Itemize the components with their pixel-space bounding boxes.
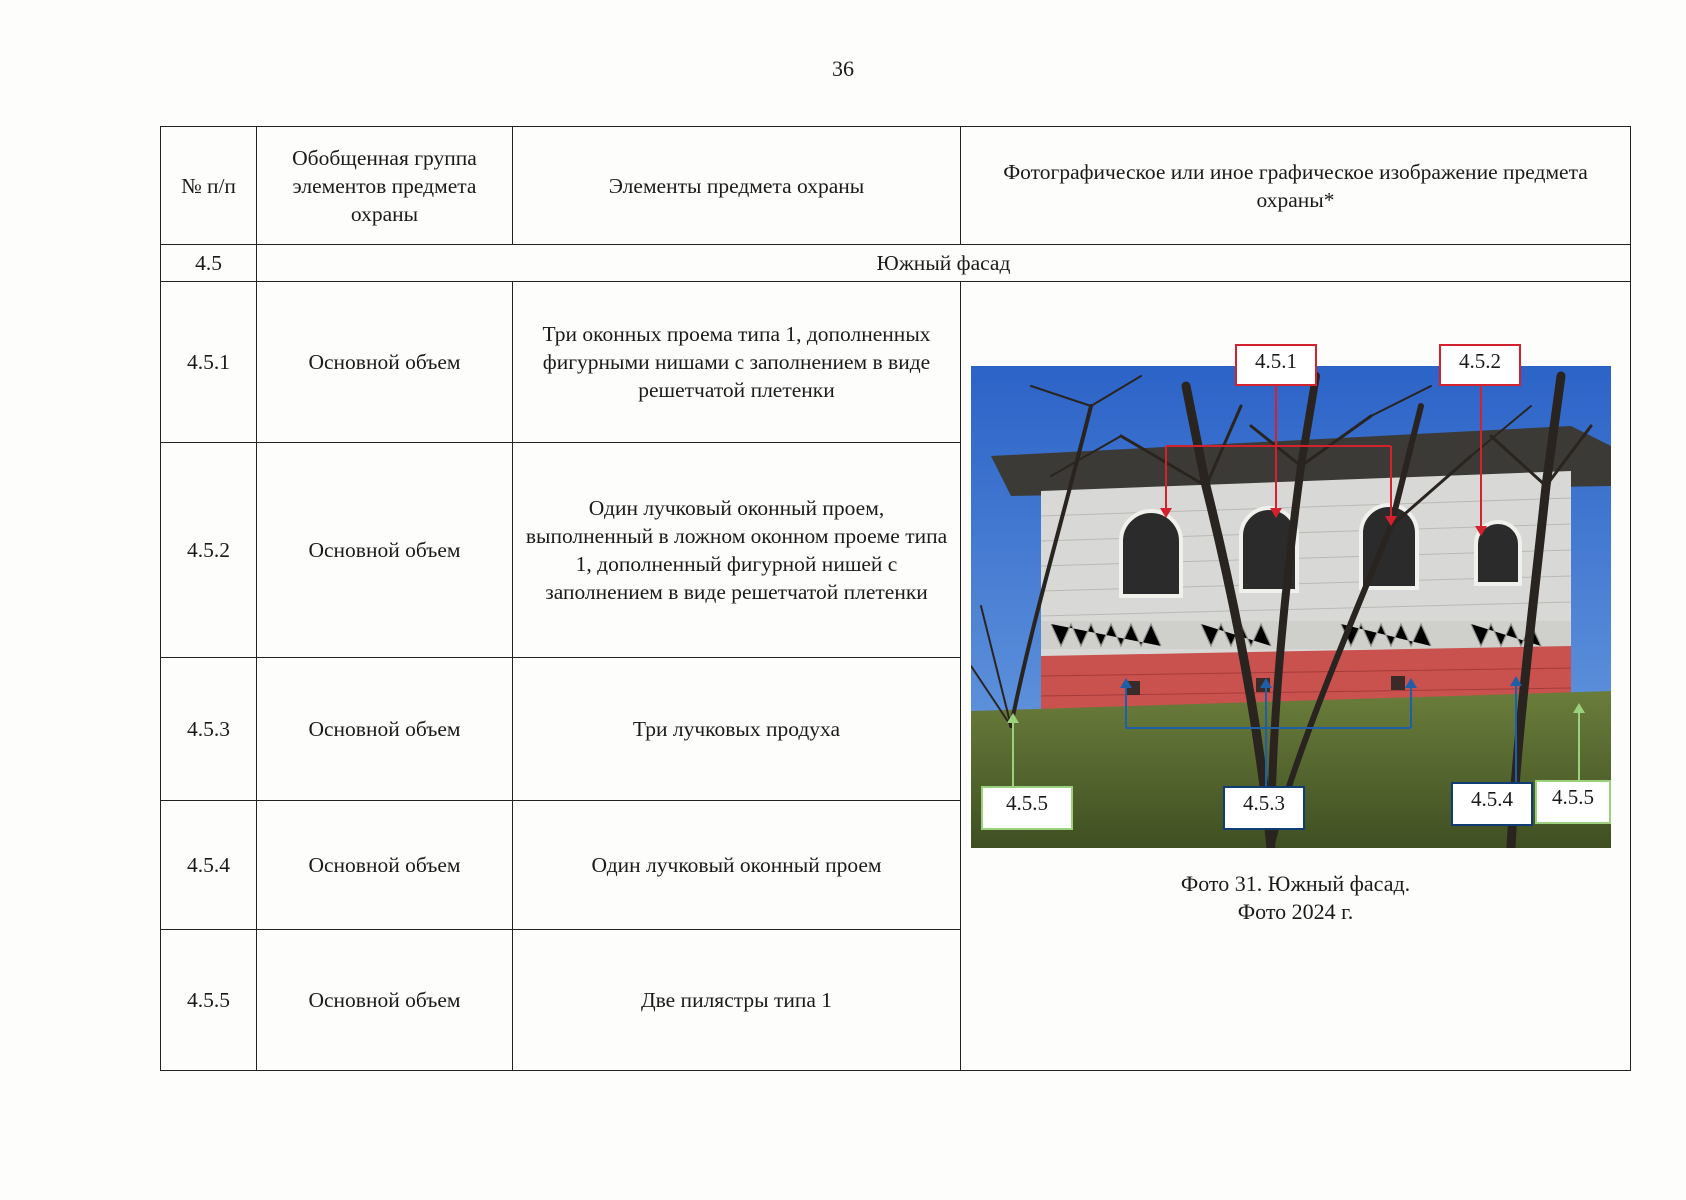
- protection-table: [160, 126, 1631, 1071]
- row-group: Основной объем: [257, 282, 513, 443]
- caption-line-2: Фото 2024 г.: [1237, 899, 1354, 924]
- callout-4-5-5-left: 4.5.5: [981, 786, 1073, 830]
- section-title: Южный фасад: [257, 245, 1631, 282]
- row-num: 4.5.3: [161, 658, 257, 801]
- page-number: 36: [832, 56, 854, 81]
- table-header-row: [161, 127, 1631, 245]
- callout-4-5-1: 4.5.1: [1235, 344, 1317, 386]
- section-num: 4.5: [161, 245, 257, 282]
- south-facade-photo: [971, 349, 1611, 848]
- callout-4-5-2: 4.5.2: [1439, 344, 1521, 386]
- facade-photo-illustration: [971, 366, 1611, 848]
- row-num: 4.5.5: [161, 930, 257, 1071]
- photo-caption: [961, 870, 1630, 926]
- row-group: Основной объем: [257, 801, 513, 930]
- photo-cell: [961, 282, 1631, 1071]
- header-elements: Элементы предмета охраны: [513, 127, 961, 245]
- row-element: Две пилястры типа 1: [513, 930, 961, 1071]
- row-num: 4.5.1: [161, 282, 257, 443]
- row-element: Один лучковый оконный проем, выполненный в ложном оконном проеме типа 1, дополненный фигурной нишей с заполнением в виде решетчатой плетенки: [513, 443, 961, 658]
- callout-4-5-5-right: 4.5.5: [1535, 780, 1611, 824]
- header-group: Обобщенная группа элементов предмета охраны: [257, 127, 513, 245]
- row-element: Один лучковый оконный проем: [513, 801, 961, 930]
- row-num: 4.5.2: [161, 443, 257, 658]
- callout-4-5-3: 4.5.3: [1223, 786, 1305, 830]
- row-num: 4.5.4: [161, 801, 257, 930]
- row-element: Три лучковых продуха: [513, 658, 961, 801]
- header-image: Фотографическое или иное графическое изображение предмета охраны*: [961, 127, 1631, 245]
- header-num: № п/п: [161, 127, 257, 245]
- row-element: Три оконных проема типа 1, дополненных фигурными нишами с заполнением в виде решетчатой плетенки: [513, 282, 961, 443]
- callout-4-5-4: 4.5.4: [1451, 782, 1533, 826]
- table-row: [161, 282, 1631, 443]
- row-group: Основной объем: [257, 930, 513, 1071]
- protection-table-container: [160, 126, 1630, 1071]
- section-row: [161, 245, 1631, 282]
- row-group: Основной объем: [257, 658, 513, 801]
- row-group: Основной объем: [257, 443, 513, 658]
- caption-line-1: Фото 31. Южный фасад.: [1180, 871, 1411, 896]
